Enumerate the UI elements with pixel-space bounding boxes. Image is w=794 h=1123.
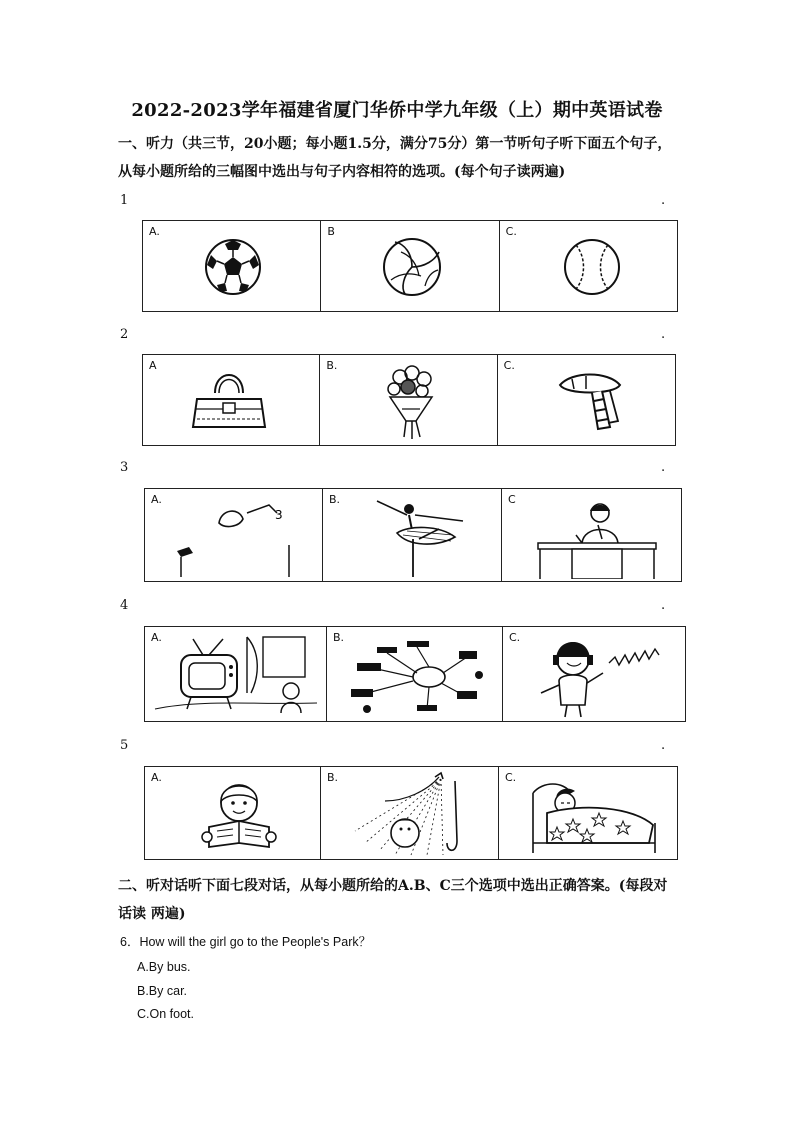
handbag-icon	[189, 363, 269, 435]
question-5-number: 5	[120, 738, 129, 753]
q1-option-b[interactable]	[321, 221, 499, 311]
question-6-option-b[interactable]: B.By car.	[137, 984, 188, 998]
question-5-picture-row	[144, 766, 678, 860]
volleyball-icon	[381, 236, 443, 298]
baseball-icon	[562, 237, 622, 297]
option-label: C.	[509, 631, 521, 644]
q1-option-c[interactable]	[500, 221, 677, 311]
q3-option-c[interactable]	[502, 489, 680, 581]
boy-reading-icon	[189, 775, 289, 855]
question-2-picture-row	[142, 354, 676, 446]
exam-title: 2022-2023学年福建省厦门华侨中学九年级（上）期中英语试卷	[131, 100, 663, 121]
q2-option-a[interactable]	[143, 355, 320, 445]
section-1-line-2: 从每小题所给的三幅图中选出与句子内容相符的选项。(每个句子读两遍)	[118, 164, 566, 180]
mind-map-icon	[337, 633, 497, 717]
question-4-blank: .	[661, 598, 666, 613]
question-2-blank: .	[661, 327, 666, 342]
q3-option-a[interactable]	[145, 489, 323, 581]
child-sleeping-icon	[523, 773, 673, 857]
q5-option-b[interactable]	[321, 767, 499, 859]
section-2-instructions	[118, 872, 688, 928]
q3-option-b[interactable]	[323, 489, 502, 581]
question-1-picture-row	[142, 220, 678, 312]
q2-option-c[interactable]	[498, 355, 675, 445]
option-label: C.	[505, 771, 517, 784]
option-label: B	[327, 225, 335, 238]
question-3-blank: .	[661, 460, 666, 475]
flower-bouquet-icon	[376, 363, 446, 441]
question-1-blank: .	[661, 193, 666, 208]
tv-child-icon	[151, 633, 321, 719]
girl-headphones-icon	[519, 633, 679, 719]
section-1-instructions	[118, 130, 688, 186]
question-6-option-c[interactable]: C.On foot.	[137, 1007, 194, 1021]
section-2-line-2: 话读 两遍)	[118, 906, 186, 922]
option-label: A	[149, 359, 157, 372]
section-1-line-1: 一、听力（共三节，20小题；每小题1.5分，满分75分）第一节听句子听下面五个句子，	[118, 136, 672, 152]
option-label: B.	[327, 771, 339, 784]
question-1-number: 1	[120, 193, 129, 208]
question-6-stem: 6．How will the girl go to the People's Park？	[120, 935, 372, 949]
scarf-icon	[552, 365, 628, 435]
shower-icon	[335, 771, 485, 857]
question-2-number: 2	[120, 327, 129, 342]
option-label: C	[508, 493, 516, 506]
q5-option-c[interactable]	[499, 767, 677, 859]
speaker-at-podium-icon	[532, 499, 662, 579]
question-3-number: 3	[120, 460, 129, 475]
option-label: B.	[329, 493, 341, 506]
ballet-dancer-icon	[363, 495, 473, 579]
q5-option-a[interactable]	[145, 767, 321, 859]
option-label: C.	[505, 225, 517, 238]
option-label: A.	[151, 631, 162, 644]
q4-option-c[interactable]	[503, 627, 685, 721]
option-label: A.	[151, 771, 162, 784]
option-label: C.	[503, 359, 515, 372]
option-label: B.	[326, 359, 338, 372]
question-5-blank: .	[661, 738, 666, 753]
option-label: A.	[151, 493, 162, 506]
q4-option-b[interactable]	[327, 627, 503, 721]
option-label: A.	[149, 225, 160, 238]
painter-icon	[159, 499, 309, 579]
question-4-number: 4	[120, 598, 129, 613]
q4-option-a[interactable]	[145, 627, 327, 721]
question-4-picture-row	[144, 626, 686, 722]
soccer-ball-icon	[203, 237, 263, 297]
option-label: B.	[333, 631, 345, 644]
svg-text:3: 3	[275, 508, 283, 522]
question-6-option-a[interactable]: A.By bus.	[137, 960, 191, 974]
section-2-line-1: 二、听对话听下面七段对话，从每小题所给的A.B、C三个选项中选出正确答案。(每段对	[118, 878, 668, 894]
question-3-picture-row	[144, 488, 682, 582]
q2-option-b[interactable]	[320, 355, 497, 445]
q1-option-a[interactable]	[143, 221, 321, 311]
